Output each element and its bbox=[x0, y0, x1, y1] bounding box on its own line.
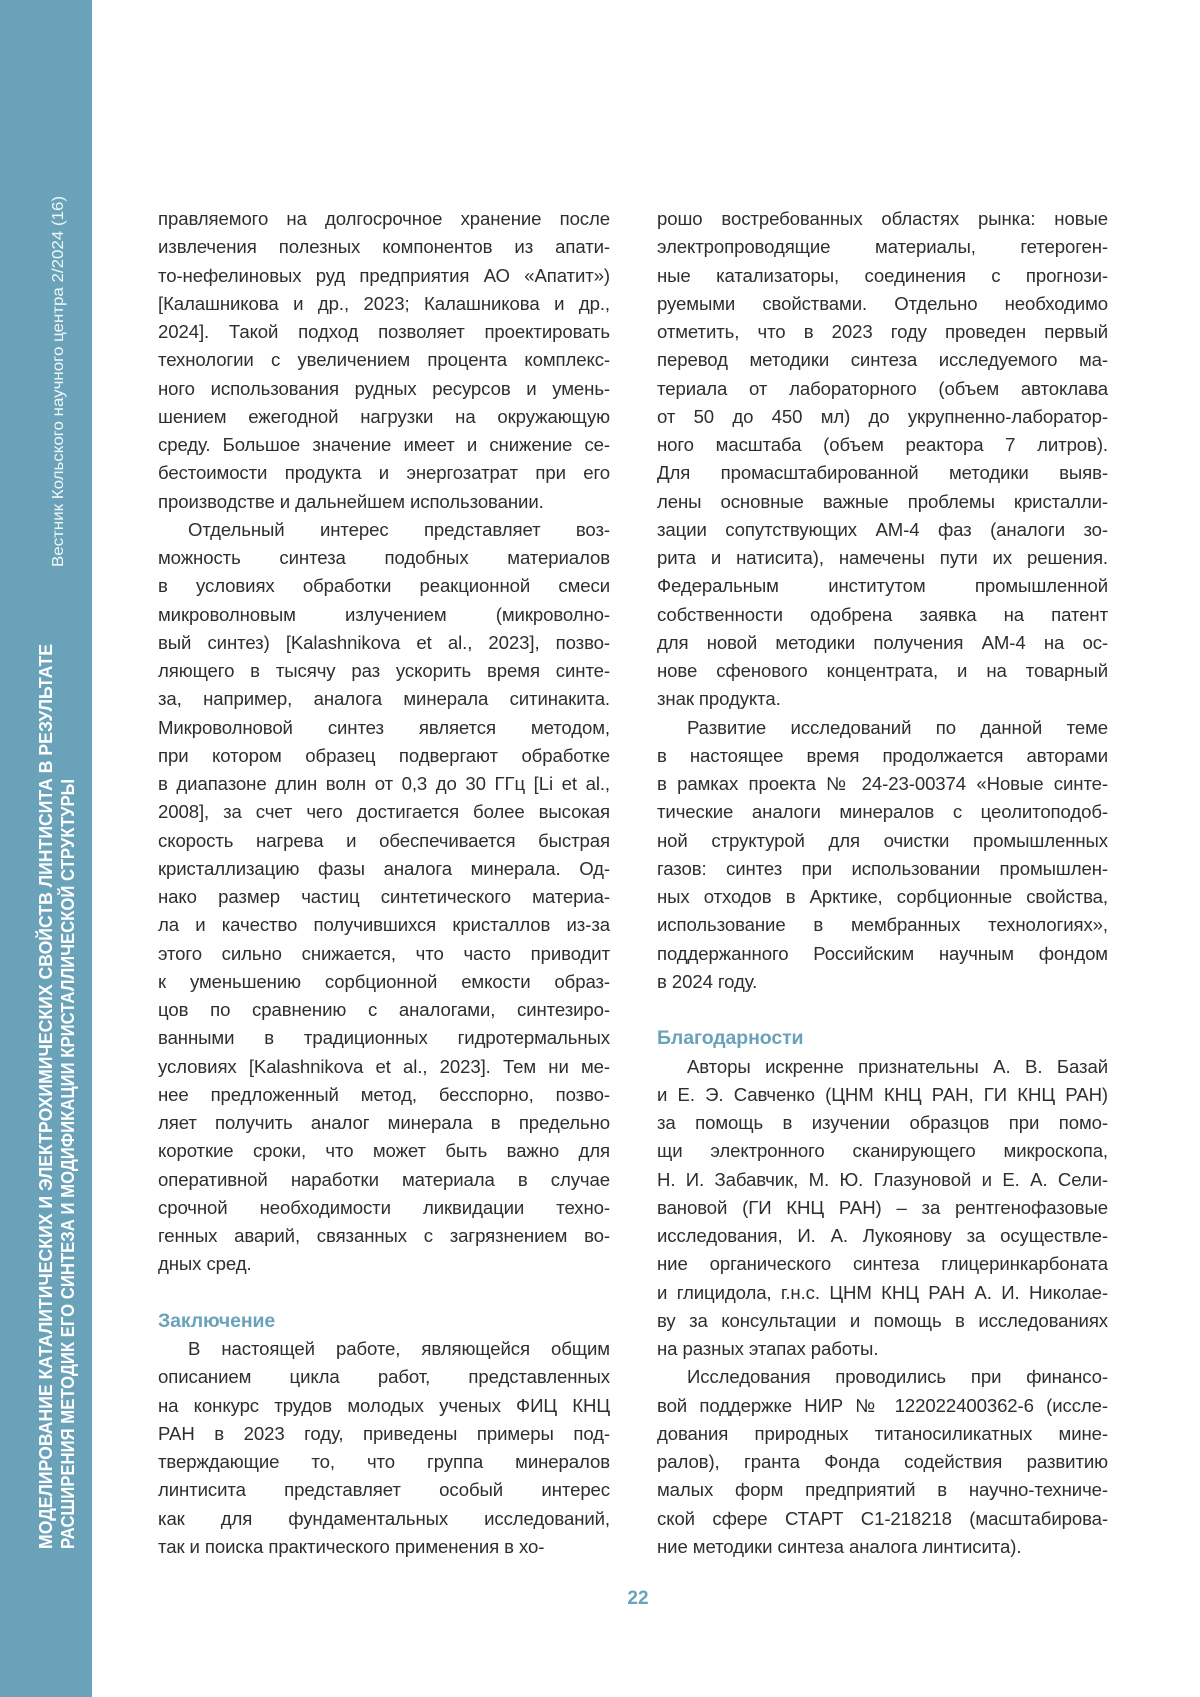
text-line: и глицидола, г.н.с. ЦНМ КНЦ РАН А. И. Николае- bbox=[657, 1279, 1108, 1307]
article-title-line-1: МОДЕЛИРОВАНИЕ КАТАЛИТИЧЕСКИХ И ЭЛЕКТРОХИМИЧЕСКИХ СВОЙСТВ ЛИНТИСИТА В РЕЗУЛЬТАТЕ bbox=[35, 644, 56, 1549]
text-line: нове сфенового концентрата, и на товарный bbox=[657, 657, 1108, 685]
text-line: от 50 до 450 мл) до укрупненно-лаборатор- bbox=[657, 403, 1108, 431]
text-line: в рамках проекта № 24-23-00374 «Новые синте- bbox=[657, 770, 1108, 798]
text-line: короткие сроки, что может быть важно для bbox=[158, 1137, 610, 1165]
text-line: ной структурой для очистки промышленных bbox=[657, 827, 1108, 855]
text-line: вый синтез) [Kalashnikova et al., 2023], позво- bbox=[158, 629, 610, 657]
text-line: среду. Большое значение имеет и снижение се- bbox=[158, 431, 610, 459]
text-line: ние методики синтеза аналога линтисита). bbox=[657, 1533, 1108, 1561]
text-line: щи электронного сканирующего микроскопа, bbox=[657, 1137, 1108, 1165]
text-line: и Е. Э. Савченко (ЦНМ КНЦ РАН, ГИ КНЦ РАН) bbox=[657, 1081, 1108, 1109]
text-line: в условиях обработки реакционной смеси bbox=[158, 572, 610, 600]
text-line: ванными в традиционных гидротермальных bbox=[158, 1024, 610, 1052]
text-line: 2024]. Такой подход позволяет проектировать bbox=[158, 318, 610, 346]
text-line: лены основные важные проблемы кристалли- bbox=[657, 488, 1108, 516]
text-line: вановой (ГИ КНЦ РАН) – за рентгенофазовые bbox=[657, 1194, 1108, 1222]
text-line: ные катализаторы, соединения с прогнози- bbox=[657, 262, 1108, 290]
text-line: ного использования рудных ресурсов и умень- bbox=[158, 375, 610, 403]
text-line: производстве и дальнейшем использовании. bbox=[158, 488, 610, 516]
text-line: на конкурс трудов молодых ученых ФИЦ КНЦ bbox=[158, 1392, 610, 1420]
text-line: дных сред. bbox=[158, 1250, 610, 1278]
text-line: Н. И. Забавчик, М. Ю. Глазуновой и Е. А. Сели- bbox=[657, 1166, 1108, 1194]
text-line: тверждающие то, что группа минералов bbox=[158, 1448, 610, 1476]
text-line: нее предложенный метод, бесспорно, позво- bbox=[158, 1081, 610, 1109]
text-line: для новой методики получения АМ-4 на ос- bbox=[657, 629, 1108, 657]
text-line: знак продукта. bbox=[657, 685, 1108, 713]
text-line: ного масштаба (объем реактора 7 литров). bbox=[657, 431, 1108, 459]
text-line: [Калашникова и др., 2023; Калашникова и др., bbox=[158, 290, 610, 318]
text-line: правляемого на долгосрочное хранение после bbox=[158, 205, 610, 233]
text-line: использование в мембранных технологиях», bbox=[657, 911, 1108, 939]
text-line: электропроводящие материалы, гетероген- bbox=[657, 233, 1108, 261]
section-heading: Заключение bbox=[158, 1307, 610, 1335]
text-line: шением ежегодной нагрузки на окружающую bbox=[158, 403, 610, 431]
text-line: перевод методики синтеза исследуемого ма- bbox=[657, 346, 1108, 374]
text-line: извлечения полезных компонентов из апати- bbox=[158, 233, 610, 261]
text-line: РАН в 2023 году, приведены примеры под- bbox=[158, 1420, 610, 1448]
text-line: Авторы искренне признательны А. В. Базай bbox=[657, 1053, 1108, 1081]
text-line: ляющего в тысячу раз ускорить время синте- bbox=[158, 657, 610, 685]
text-line: так и поиска практического применения в хо- bbox=[158, 1533, 610, 1561]
text-line: В настоящей работе, являющейся общим bbox=[158, 1335, 610, 1363]
text-line: описанием цикла работ, представленных bbox=[158, 1363, 610, 1391]
text-line: отметить, что в 2023 году проведен первый bbox=[657, 318, 1108, 346]
text-line: газов: синтез при использовании промышлен- bbox=[657, 855, 1108, 883]
text-line: оперативной наработки материала в случае bbox=[158, 1166, 610, 1194]
text-line: бестоимости продукта и энергозатрат при его bbox=[158, 459, 610, 487]
text-line: на разных этапах работы. bbox=[657, 1335, 1108, 1363]
text-line: генных аварий, связанных с загрязнением во- bbox=[158, 1222, 610, 1250]
article-title-line-2: РАСШИРЕНИЯ МЕТОДИК ЕГО СИНТЕЗА И МОДИФИКАЦИИ КРИСТАЛЛИЧЕСКОЙ СТРУКТУРЫ bbox=[57, 779, 78, 1549]
text-line: Отдельный интерес представляет воз- bbox=[158, 516, 610, 544]
text-line: в диапазоне длин волн от 0,3 до 30 ГГц [Li et al., bbox=[158, 770, 610, 798]
text-line: Исследования проводились при финансо- bbox=[657, 1363, 1108, 1391]
text-line: этого сильно снижается, что часто приводит bbox=[158, 940, 610, 968]
text-line: Развитие исследований по данной теме bbox=[657, 714, 1108, 742]
text-line: поддержанного Российским научным фондом bbox=[657, 940, 1108, 968]
text-line: ралов), гранта Фонда содействия развитию bbox=[657, 1448, 1108, 1476]
text-line: как для фундаментальных исследований, bbox=[158, 1505, 610, 1533]
text-line: исследования, И. А. Лукоянову за осуществле- bbox=[657, 1222, 1108, 1250]
text-line: руемыми свойствами. Отдельно необходимо bbox=[657, 290, 1108, 318]
text-line: к уменьшению сорбционной емкости образ- bbox=[158, 968, 610, 996]
text-line: зации сопутствующих АМ-4 фаз (аналоги зо- bbox=[657, 516, 1108, 544]
text-line: собственности одобрена заявка на патент bbox=[657, 601, 1108, 629]
text-line: в настоящее время продолжается авторами bbox=[657, 742, 1108, 770]
text-line: микроволновым излучением (микроволно- bbox=[158, 601, 610, 629]
text-line: технологии с увеличением процента комплекс- bbox=[158, 346, 610, 374]
text-line: ву за консультации и помощь в исследованиях bbox=[657, 1307, 1108, 1335]
text-line: цов по сравнению с аналогами, синтезиро- bbox=[158, 996, 610, 1024]
text-line: вой поддержке НИР № 122022400362-6 (иссле- bbox=[657, 1392, 1108, 1420]
text-line: 2008], за счет чего достигается более высокая bbox=[158, 798, 610, 826]
text-line: кристаллизацию фазы аналога минерала. Од- bbox=[158, 855, 610, 883]
text-line: в 2024 году. bbox=[657, 968, 1108, 996]
text-line: ла и качество получившихся кристаллов из-за bbox=[158, 911, 610, 939]
text-line: за помощь в изучении образцов при помо- bbox=[657, 1109, 1108, 1137]
text-line: при котором образец подвергают обработке bbox=[158, 742, 610, 770]
text-line: за, например, аналога минерала ситинакита. bbox=[158, 685, 610, 713]
text-line: рошо востребованных областях рынка: новые bbox=[657, 205, 1108, 233]
text-line: ской сфере СТАРТ С1-218218 (масштабирова- bbox=[657, 1505, 1108, 1533]
text-line: рита и натисита), намечены пути их решения. bbox=[657, 544, 1108, 572]
journal-title: Вестник Кольского научного центра 2/2024 (16) bbox=[50, 196, 67, 567]
text-line: линтисита представляет особый интерес bbox=[158, 1476, 610, 1504]
text-line: Для промасштабированной методики выяв- bbox=[657, 459, 1108, 487]
text-line: дования природных титаносиликатных мине- bbox=[657, 1420, 1108, 1448]
text-line: малых форм предприятий в научно-техниче- bbox=[657, 1476, 1108, 1504]
sidebar-text bbox=[0, 0, 92, 1697]
text-line: териала от лабораторного (объем автоклава bbox=[657, 375, 1108, 403]
text-line: ние органического синтеза глицеринкарбоната bbox=[657, 1250, 1108, 1278]
text-line: ных отходов в Арктике, сорбционные свойства, bbox=[657, 883, 1108, 911]
page-number: 22 bbox=[600, 1588, 676, 1610]
text-line: ляет получить аналог минерала в предельно bbox=[158, 1109, 610, 1137]
text-line: срочной необходимости ликвидации техно- bbox=[158, 1194, 610, 1222]
text-line: Микроволновой синтез является методом, bbox=[158, 714, 610, 742]
sidebar-band bbox=[0, 0, 92, 1697]
text-line: можность синтеза подобных материалов bbox=[158, 544, 610, 572]
text-line: тические аналоги минералов с цеолитоподоб- bbox=[657, 798, 1108, 826]
text-line: скорость нагрева и обеспечивается быстрая bbox=[158, 827, 610, 855]
text-line: нако размер частиц синтетического материа- bbox=[158, 883, 610, 911]
text-line: условиях [Kalashnikova et al., 2023]. Тем ни ме- bbox=[158, 1053, 610, 1081]
section-heading: Благодарности bbox=[657, 1024, 1108, 1052]
text-line: Федеральным институтом промышленной bbox=[657, 572, 1108, 600]
text-line: то-нефелиновых руд предприятия АО «Апатит») bbox=[158, 262, 610, 290]
